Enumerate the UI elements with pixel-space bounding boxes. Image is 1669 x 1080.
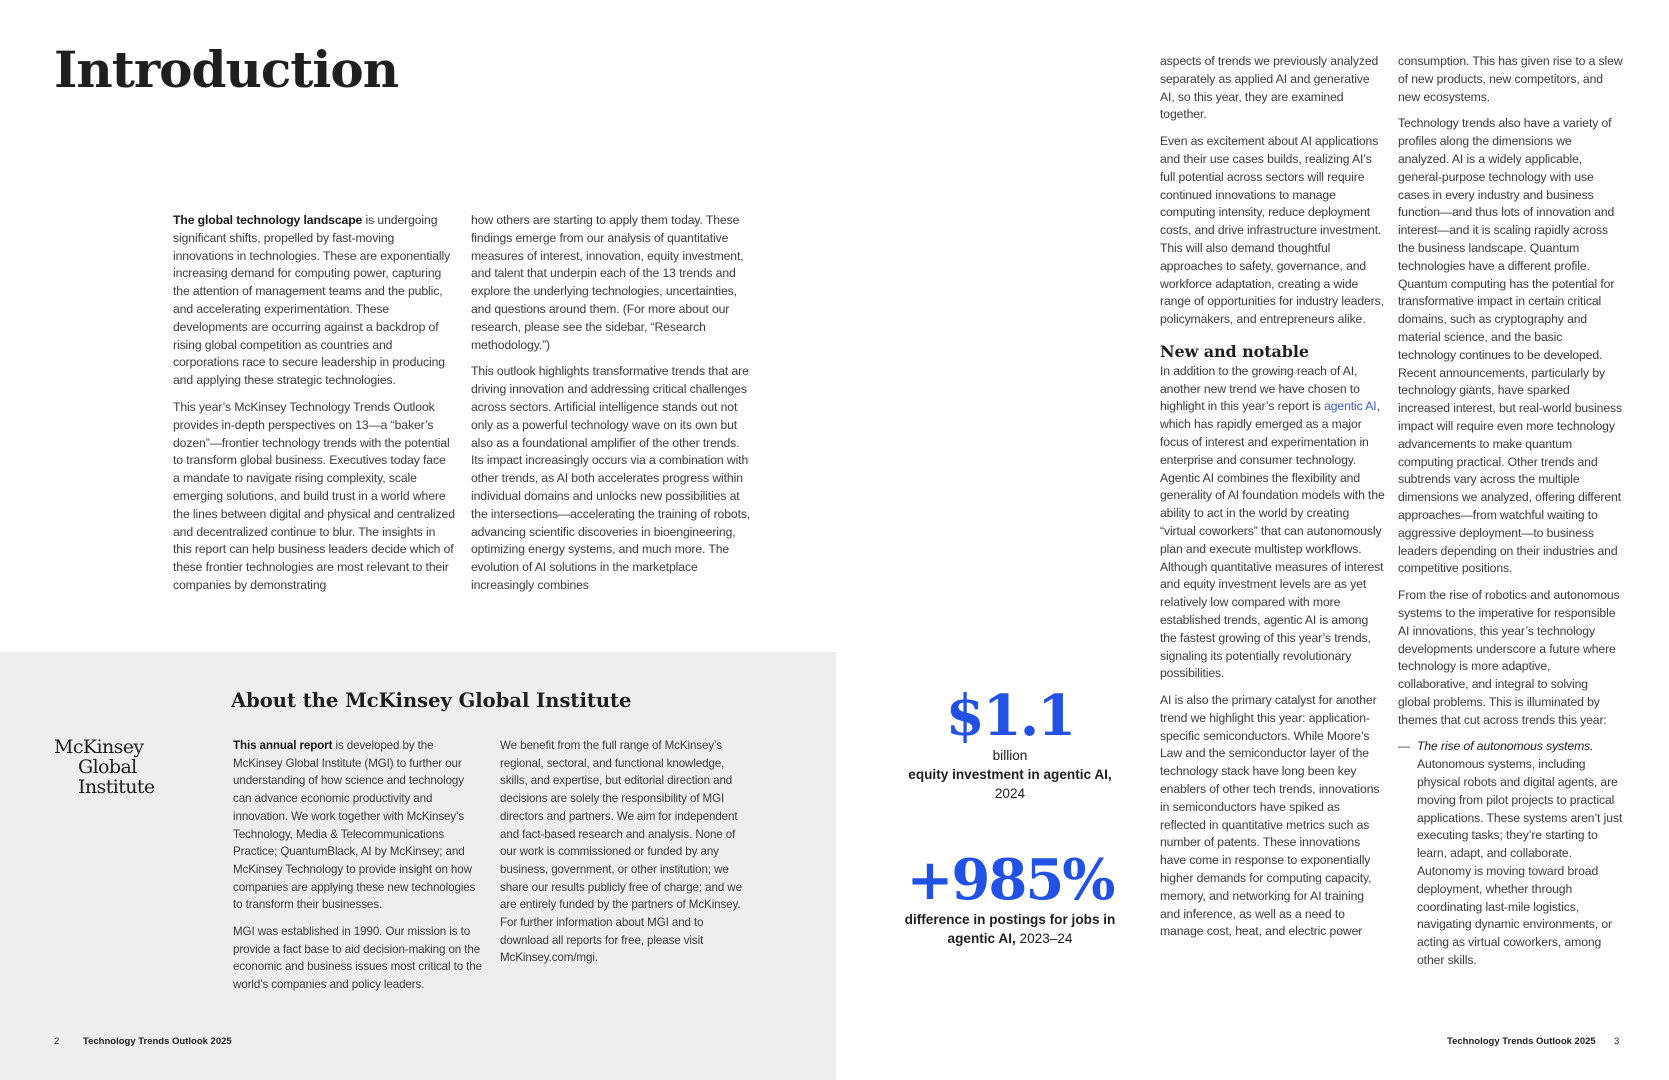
stat-job-postings [900,847,1120,948]
body-paragraph [1160,363,1385,683]
stat-label [900,910,1120,948]
body-text: In addition to the growing reach of AI, another new trend we have chosen to highlight in this year’s report is [1160,363,1360,414]
intro-paragraph: This year’s McKinsey Technology Trends Outlook provides in-depth perspectives on 13—a “baker’s dozen”—frontier technology trends with the potential to transform global business. Executives today face a mandate to navigate rising complexity, scale emerging solutions, and build trust in a world where the lines between digital and physical and centralized and decentralized continue to blur. The insights in this report can help business leaders decide which of these frontier technologies are most relevant to their companies by demonstrating [173,399,455,592]
stat-label-year: 2024 [994,786,1026,801]
intro-paragraph [173,212,455,390]
body-paragraph: consumption. This has given rise to a slew of new products, new competitors, and new ecosystems. [1398,54,1623,104]
mgi-column-2 [500,737,752,976]
intro-lead-text: is undergoing significant shifts, propelled by fast-moving innovations in technologies. These are exponentially increasing demand for computing power, capturing the attention of management teams and the public, and accelerating experimentation. These developments are occurring against a backdrop of rising global competition as countries and corporations race to secure leadership in producing and applying these strategic technologies. [173,213,451,388]
footer-title-right: Technology Trends Outlook 2025 [1447,1036,1596,1047]
stat-equity-investment [900,683,1120,803]
stat-label-bold: equity investment in agentic AI, [908,767,1112,782]
body-paragraph: AI is also the primary catalyst for another trend we highlight this year: application-specific semiconductors. While Moore’s Law and the semiconductor layer of the technology stack have long been key enablers of other tech trends, innovations in semiconductors have spiked as reflected in quantitative metrics such as number of patents. These innovations have come in response to exponentially higher demands for computing capacity, memory, and networking for AI training and inference, as well as a need to manage cost, heat, and electric power [1160,693,1380,939]
intro-paragraph: how others are starting to apply them today. These findings emerge from our analysis of quantitative measures of interest, innovation, equity investment, and talent that underpin each of the 13 trends and explore the underlying technologies, uncertainties, and questions around them. (For more about our research, please see the sidebar, “Research methodology.”) [471,213,744,352]
page-number-left: 2 [54,1036,60,1047]
mgi-column-1 [233,737,485,1003]
body-paragraph: aspects of trends we previously analyzed separately as applied AI and generative AI, so this year, they are examined together. [1160,54,1379,122]
stat-value: $1.1 [945,683,1075,749]
mgi-lead-text: is developed by the McKinsey Global Institute (MGI) to further our understanding of how science and technology can advance economic productivity and innovation. We work together with McKinsey’s Technology, Media & Telecommunications Practice; QuantumBlack, AI by McKinsey; and McKinsey Technology to provide insight on how companies are applying these new technologies to transform their businesses. [233,739,476,912]
mgi-heading: About the McKinsey Global Institute [231,689,632,712]
stat-label-year: 2023–24 [1015,931,1073,946]
stat-value: +985% [906,847,1114,913]
bullet-title: The rise of autonomous systems. [1417,739,1594,754]
stat-label [900,765,1120,803]
page-title: Introduction [54,40,399,99]
section-heading-new-and-notable: New and notable [1160,341,1309,361]
footer-title-left: Technology Trends Outlook 2025 [83,1036,232,1047]
body-paragraph: Even as excitement about AI applications and their use cases builds, realizing AI’s full potential across sectors will require continued innovations to manage computing intensity, reduce deployment costs, and drive infrastructure investment. This will also demand thoughtful approaches to safety, governance, and workforce adaptation, creating a wide range of opportunities for industry leaders, policymakers, and entrepreneurs alike. [1160,134,1384,327]
right-column-1 [1160,53,1385,950]
bullet-item [1398,738,1623,969]
mgi-paragraph: We benefit from the full range of McKinsey’s regional, sectoral, and functional knowledge, skills, and expertise, but editorial direction and decisions are solely the responsibility of MGI directors and partners. We aim for independent and fact-based research and analysis. None of our work is commissioned or funded by any business, government, or other institution; we share our results publicly free of charge; and we are entirely funded by the partners of McKinsey. For further information about MGI and to download all reports for free, please visit McKinsey.com/mgi. [500,739,742,965]
mgi-logo [54,737,214,797]
intro-column-2 [471,212,753,604]
mgi-paragraph [233,737,485,914]
stat-unit: billion [992,748,1028,763]
intro-lead-bold: The global technology landscape [173,213,363,227]
intro-column-1 [173,212,455,604]
bullet-dash: — [1398,739,1411,754]
agentic-ai-link[interactable]: agentic AI [1324,399,1377,414]
intro-paragraph: This outlook highlights transformative trends that are driving innovation and addressing critical challenges across sectors. Artificial intelligence stands out not only as a powerful technology wave on its own but also as a foundational amplifier of the other trends. Its impact increasingly occurs via a combination with other trends, as AI both accelerates progress within individual domains and unlocks new possibilities at the intersections—accelerating the training of robots, advancing scientific discoveries in bioengineering, optimizing energy systems, and much more. The evolution of AI solutions in the marketplace increasingly combines [471,364,751,592]
body-paragraph: Technology trends also have a variety of profiles along the dimensions we analyzed. AI is a widely applicable, general-purpose technology with use cases in every industry and business function—and thus lots of innovation and interest—and it is scaling rapidly across the business landscape. Quantum technologies have a different profile. Quantum computing has the potential for transformative impact in certain critical domains, such as cryptography and material science, and the basic technology continues to be developed. Recent announcements, particularly by technology giants, have sparked increased interest, but real-world business impact will require even more technology advancements to make quantum computing practical. Other trends and subtrends vary across the multiple dimensions we analyzed, offering different approaches—from watchful waiting to aggressive deployment—to business leaders depending on their industries and competitive positions. [1398,116,1622,576]
body-paragraph: From the rise of robotics and autonomous systems to the imperative for responsible AI innovations, this year’s technology developments underscore a future where technology is more adaptive, collaborative, and integral to solving global problems. This is illuminated by themes that cut across trends this year: [1398,588,1620,727]
bullet-text: Autonomous systems, including physical robots and digital agents, are moving from pilot projects to practical applications. These systems aren’t just executing tasks; they’re starting to learn, adapt, and collaborate. Autonomy is moving toward broad deployment, whether through coordinating last-mile logistics, navigating dynamic environments, or acting as virtual coworkers, among other skills. [1417,757,1623,968]
mgi-logo-line-2: Global Institute [78,756,155,798]
body-text: , which has rapidly emerged as a major focus of interest and experimentation in enterprise and consumer technology. Agentic AI combines the flexibility and generality of AI foundation models with the ability to act in the world by creating “virtual coworkers” that can autonomously plan and execute multistep workflows. Although quantitative measures of interest and equity investment levels are as yet relatively low compared with more established trends, agentic AI is among the fastest growing of this year’s trends, signaling its potentially revolutionary possibilities. [1160,399,1385,681]
mgi-paragraph: MGI was established in 1990. Our mission is to provide a fact base to aid decision-making on the economic and business issues most critical to the world’s companies and policy leaders. [233,925,482,992]
stat-label-bold: difference in postings for jobs in agentic AI, [904,912,1116,946]
mgi-logo-line-1: McKinsey [54,736,144,758]
mgi-lead-bold: This annual report [233,739,333,752]
right-column-2 [1398,53,1623,979]
page-number-right: 3 [1614,1036,1620,1047]
